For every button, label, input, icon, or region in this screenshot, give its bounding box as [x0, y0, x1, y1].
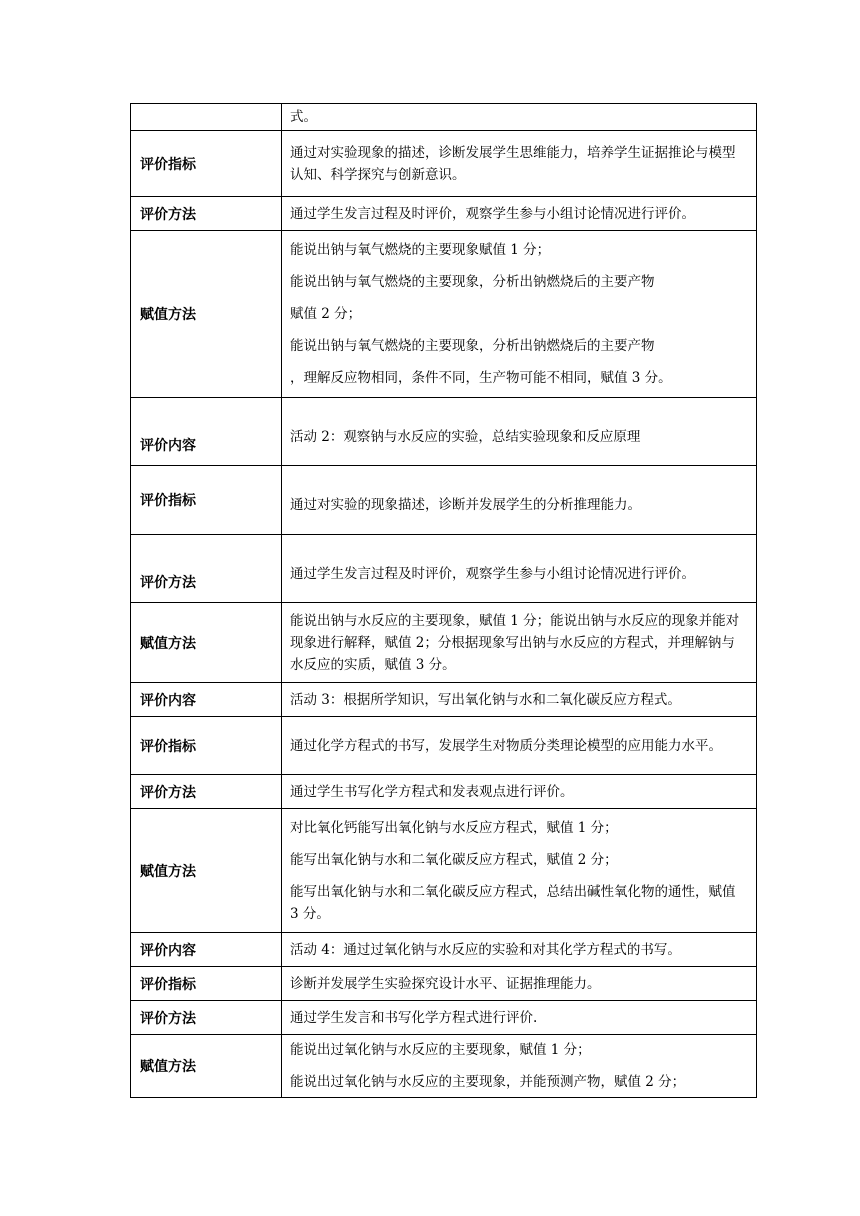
content-line: 能写出氧化钠与水和二氧化碳反应方程式，总结出碱性氧化物的通性，赋值 3 分。 — [290, 883, 736, 922]
content-line: 能说出钠与氧气燃烧的主要现象，分析出钠燃烧后的主要产物 — [290, 274, 655, 290]
table-row — [131, 933, 757, 967]
content-line: 赋值 2 分； — [290, 306, 362, 322]
content-line: 能说出钠与氧气燃烧的主要现象，分析出钠燃烧后的主要产物 — [290, 338, 655, 354]
row-content — [282, 398, 757, 466]
row-label: 评价内容 — [131, 933, 282, 967]
row-label: 评价指标 — [131, 466, 282, 535]
content-line: 式。 — [290, 109, 317, 125]
row-label: 赋值方法 — [131, 231, 282, 398]
table-row — [131, 967, 757, 1001]
table-row — [131, 1001, 757, 1035]
row-label: 评价方法 — [131, 197, 282, 231]
row-content — [282, 104, 757, 131]
content-line: 活动 3：根据所学知识，写出氧化钠与水和二氧化碳反应方程式。 — [290, 691, 681, 708]
table-row — [131, 683, 757, 717]
content-line: 能说出过氧化钠与水反应的主要现象，并能预测产物，赋值 2 分； — [290, 1074, 686, 1090]
row-content — [282, 197, 757, 231]
row-content — [282, 1035, 757, 1098]
table-row — [131, 717, 757, 775]
row-content — [282, 683, 757, 717]
table-row — [131, 197, 757, 231]
content-line: 通过化学方程式的书写，发展学生对物质分类理论模型的应用能力水平。 — [290, 737, 722, 754]
row-label: 评价内容 — [131, 683, 282, 717]
row-label: 评价方法 — [131, 1001, 282, 1035]
row-content — [282, 231, 757, 398]
table-row — [131, 775, 757, 809]
row-content — [282, 1001, 757, 1035]
row-label: 评价方法 — [131, 775, 282, 809]
content-line: 通过学生发言过程及时评价，观察学生参与小组讨论情况进行评价。 — [290, 205, 695, 222]
evaluation-table — [130, 103, 757, 1098]
content-line: 诊断并发展学生实验探究设计水平、证据推理能力。 — [290, 975, 601, 992]
table-row — [131, 1035, 757, 1098]
content-line: ，理解反应物相同，条件不同，生产物可能不相同，赋值 3 分。 — [290, 370, 672, 386]
table-row — [131, 535, 757, 603]
row-content — [282, 717, 757, 775]
row-content — [282, 775, 757, 809]
table-row — [131, 809, 757, 933]
row-label: 评价指标 — [131, 131, 282, 197]
row-content — [282, 933, 757, 967]
table-row — [131, 466, 757, 535]
row-content — [282, 967, 757, 1001]
content-line: 通过学生书写化学方程式和发表观点进行评价。 — [290, 783, 574, 800]
table-row — [131, 231, 757, 398]
row-label: 赋值方法 — [131, 603, 282, 683]
row-content — [282, 603, 757, 683]
content-line: 活动 4：通过过氧化钠与水反应的实验和对其化学方程式的书写。 — [290, 941, 681, 958]
row-content — [282, 466, 757, 535]
row-label: 评价方法 — [131, 535, 282, 603]
row-content — [282, 535, 757, 603]
content-line: 能说出钠与氧气燃烧的主要现象赋值 1 分； — [290, 242, 551, 258]
row-label — [131, 104, 282, 131]
content-line: 能说出过氧化钠与水反应的主要现象，赋值 1 分； — [290, 1042, 591, 1058]
row-label: 评价指标 — [131, 717, 282, 775]
content-line: 能说出钠与水反应的主要现象，赋值 1 分；能说出钠与水反应的现象并能对现象进行解释，赋值 2；分根据现象写出钠与水反应的方程式，并理解钠与水反应的实质，赋值 3 分。 — [290, 612, 740, 673]
table-row — [131, 104, 757, 131]
row-content — [282, 131, 757, 197]
table-row — [131, 603, 757, 683]
row-label: 赋值方法 — [131, 1035, 282, 1098]
content-line: 通过学生发言和书写化学方程式进行评价. — [290, 1009, 538, 1026]
row-label: 评价内容 — [131, 398, 282, 466]
table-row — [131, 131, 757, 197]
content-line: 活动 2：观察钠与水反应的实验，总结实验现象和反应原理 — [290, 428, 641, 445]
content-line: 通过对实验的现象描述，诊断并发展学生的分析推理能力。 — [290, 497, 641, 513]
content-line: 通过对实验现象的描述，诊断发展学生思维能力，培养学生证据推论与模型认知、科学探究与创新意识。 — [290, 144, 736, 183]
row-label: 评价指标 — [131, 967, 282, 1001]
content-line: 通过学生发言过程及时评价，观察学生参与小组讨论情况进行评价。 — [290, 565, 695, 582]
content-line: 对比氧化钙能写出氧化钠与水反应方程式，赋值 1 分； — [290, 819, 618, 836]
row-label: 赋值方法 — [131, 809, 282, 933]
row-content — [282, 809, 757, 933]
content-line: 能写出氧化钠与水和二氧化碳反应方程式，赋值 2 分； — [290, 851, 618, 868]
table-row — [131, 398, 757, 466]
